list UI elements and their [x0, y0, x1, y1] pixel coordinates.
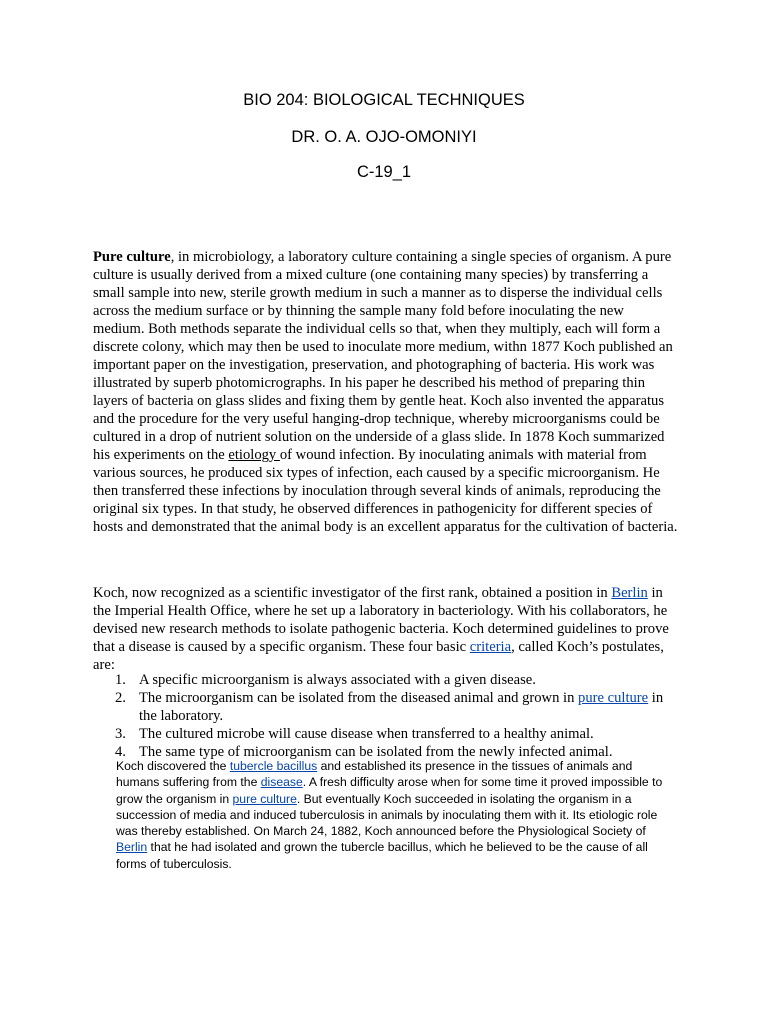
list-number: 3. [115, 726, 126, 742]
pure-culture-link[interactable]: pure culture [578, 690, 649, 706]
berlin-link[interactable]: Berlin [611, 585, 648, 601]
course-title: BIO 204: BIOLOGICAL TECHNIQUES [243, 91, 525, 109]
para3-text-b: and established its presence in the tissues of animals and humans suffering from the [116, 759, 633, 790]
para1-text-a: , in microbiology, a laboratory culture containing a single species of organism. A pure culture is usually derived from a mixed culture (one containing many species) by transferring a small sample into new, sterile growth medium in such a manner as to disperse the individual cells across the medium surface or by thinning the sample many fold before inoculating the new medium. Both methods separate the individual cells so that, when they multiply, each will form a discrete colony, which may then be used to inoculate more medium, withn 1877 Koch published an important paper on the investigation, preservation, and photographing of bacteria. His work was illustrated by superb photomicrographs. In his paper he described his method of preparing thin layers of bacteria on glass slides and fixing them by gentle heat. Koch also invented the apparatus and the procedure for the very useful hanging-drop technique, whereby microorganisms could be cultured in a drop of nutrient solution on the underside of a glass slide. In 1878 Koch summarized his experiments on the [93, 249, 673, 463]
postulate-text: The cultured microbe will cause disease when transferred to a healthy animal. [139, 726, 594, 742]
para2-text-b: in the Imperial Health Office, where he set up a laboratory in bacteriology. With his collaborators, he devised new research methods to isolate pathogenic bacteria. Koch determined guidelines to prove that a disease is caused by a specific organism. These four basic [93, 585, 669, 655]
list-item [93, 671, 679, 689]
tubercle-bacillus-link[interactable]: tubercle bacillus [229, 759, 318, 773]
para1-text-b: of wound infection. By inoculating animals with material from various sources, he produced six types of infection, each caused by a specific microorganism. He then transferred these infections by inoculation through several kinds of animals, reproducing the original six types. In that study, he observed differences in pathogenicity for different species of hosts and demonstrated that the animal body is an excellent apparatus for the cultivation of bacteria. [93, 447, 678, 535]
postulate-text: The same type of microorganism can be isolated from the newly infected animal. [139, 744, 613, 760]
list-number: 4. [115, 744, 126, 760]
para3-text-d: . But eventually Koch succeeded in isolating the organism in a succession of media and induced tuberculosis in animals by inoculating them with it. Its etiologic role was thereby established. On March 24, 1882, Koch announced before the Physiological Society of [116, 791, 658, 839]
disease-link[interactable]: disease [260, 775, 303, 790]
course-code: C-19_1 [356, 163, 412, 181]
tubercle-bacillus-paragraph [116, 758, 672, 872]
list-item [93, 725, 679, 743]
lecturer-name: DR. O. A. OJO-OMONIYI [291, 128, 477, 146]
postulates-list [93, 671, 679, 761]
list-item [93, 689, 679, 725]
list-number: 1. [115, 672, 126, 688]
berlin-link-2[interactable]: Berlin [116, 840, 148, 855]
para3-text-e: that he had isolated and grown the tubercle bacillus, which he believed to be the cause of all forms of tuberculosis. [116, 840, 648, 871]
koch-postulates-intro [93, 584, 679, 674]
para3-text-c: . A fresh difficulty arose when for some time it proved impossible to grow the organism in [116, 775, 663, 806]
postulate-text: The microorganism can be isolated from the diseased animal and grown in [139, 690, 579, 706]
para3-text-a: Koch discovered the [116, 759, 230, 773]
pure-culture-link-2[interactable]: pure culture [232, 791, 297, 806]
para2-text-a: Koch, now recognized as a scientific investigator of the first rank, obtained a position in [93, 585, 612, 601]
etiology-term: etiology [228, 447, 280, 463]
pure-culture-paragraph [93, 248, 679, 536]
criteria-link[interactable]: criteria [469, 639, 512, 655]
postulate-text: A specific microorganism is always associated with a given disease. [139, 672, 536, 688]
para2-text-c: , called Koch’s postulates, are: [93, 639, 664, 673]
list-number: 2. [115, 690, 126, 706]
postulate-text: in the laboratory. [139, 690, 664, 724]
pure-culture-term: Pure culture [93, 249, 171, 265]
